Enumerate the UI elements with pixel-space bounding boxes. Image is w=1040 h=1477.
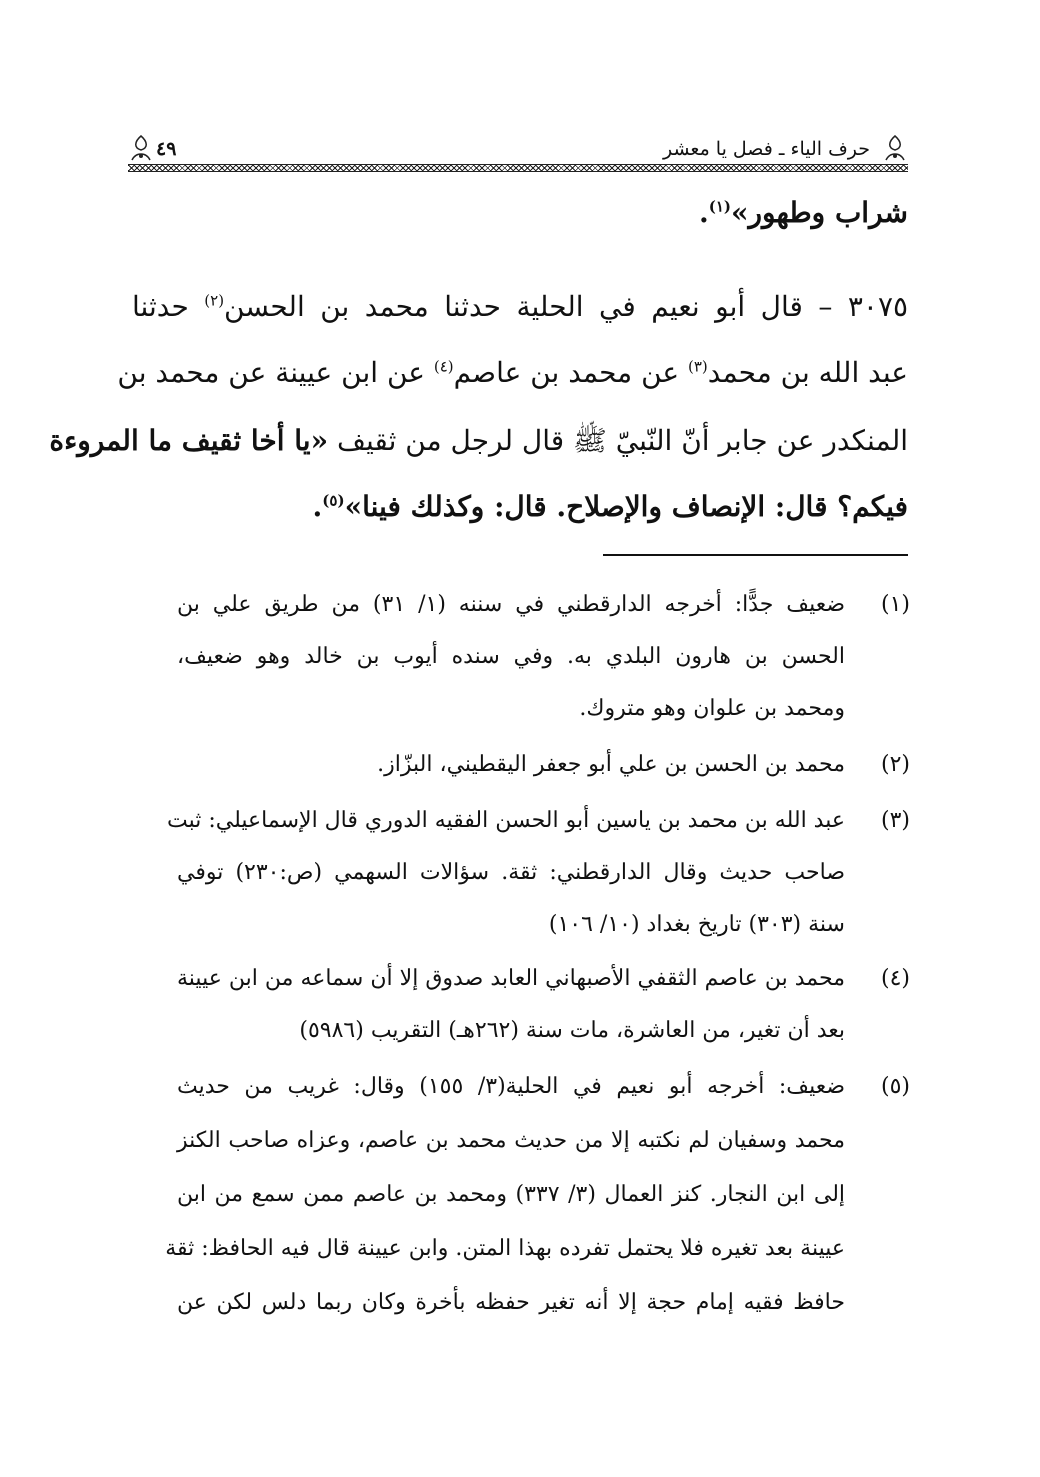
ornament-icon — [128, 134, 154, 164]
footnote-number: (٤) — [880, 966, 910, 991]
footnote-line: سنة (٣٠٣) تاريخ بغداد (١٠/ ١٠٦) — [548, 912, 845, 937]
text-line: ٣٠٧٥ – قال أبو نعيم في الحلية حدثنا محمد بن الحسن$^{(٢)}$ حدثنا — [132, 290, 909, 323]
footnote-line: بعد أن تغير، من العاشرة، مات سنة (٢٦٢هـ) التقريب (٥٩٨٦) — [299, 1018, 845, 1043]
footnote-ref: (٣) — [688, 357, 708, 376]
footnote-ref: (٢) — [204, 291, 225, 310]
footnote-number: (٣) — [880, 808, 910, 833]
footnote-ref: (٥) — [322, 491, 345, 510]
footnote-line: إلى ابن النجار. كنز العمال (٣/ ٣٣٧) ومحمد بن عاصم ممن سمع من ابن — [177, 1182, 846, 1207]
footnote-line: عيينة بعد تغيره فلا يحتمل تفرده بهذا المتن. وابن عيينة قال فيه الحافظ: ثقة — [165, 1236, 845, 1261]
footnote-number: (١) — [880, 592, 910, 617]
footnote-ref: (١) — [708, 197, 731, 216]
footnote-line: حافظ فقيه إمام حجة إلا أنه تغير حفظه بأخرة وكان ربما دلس لكن عن — [177, 1290, 845, 1315]
running-title: حرف الياء ـ فصل يا معشر — [662, 138, 870, 160]
text-line: عبد الله بن محمد$^{(٣)}$ عن محمد بن عاصم$^{(٤)}$ عن ابن عيينة عن محمد بن — [117, 356, 908, 389]
footnote-ref: (٤) — [433, 357, 454, 376]
footnote-line: ضعيف: أخرجه أبو نعيم في الحلية(٣/ ١٥٥) وقال: غريب من حديث — [177, 1074, 845, 1099]
ornament-icon — [882, 134, 908, 164]
text-line: شراب وطهور»$^{(١)}$. — [698, 196, 908, 229]
footnote-line: ضعيف جدًّا: أخرجه الدارقطني في سننه (١/ ٣١) من طريق علي بن — [177, 592, 845, 617]
text-line: المنكدر عن جابر أنّ النّبيّ ﷺ قال لرجل من ثقيف «يا أخا ثقيف ما المروءة — [49, 424, 908, 457]
text-line: فيكم؟ قال: الإنصاف والإصلاح. قال: وكذلك فينا»$^{(٥)}$. — [312, 490, 908, 523]
footnote-line: محمد وسفيان لم نكتبه إلا من حديث محمد بن عاصم، وعزاه صاحب الكنز — [177, 1128, 845, 1153]
footnote-line: صاحب حديث وقال الدارقطني: ثقة. سؤالات السهمي (ص:٢٣٠) توفي — [177, 860, 845, 885]
footnote-line: عبد الله بن محمد بن ياسين أبو الحسن الفقيه الدوري قال الإسماعيلي: ثبت — [167, 808, 845, 833]
footnote-line: الحسن بن هارون البلدي به. وفي سنده أيوب بن خالد وهو ضعيف، — [177, 644, 845, 669]
page-number: ٤٩ — [156, 138, 177, 160]
running-header — [128, 128, 908, 174]
footnote-line: ومحمد بن علوان وهو متروك. — [579, 696, 845, 721]
footnote-line: محمد بن الحسن بن علي أبو جعفر اليقطيني، البزّاز. — [377, 752, 845, 777]
footnote-separator — [603, 554, 908, 556]
footnote-number: (٢) — [880, 752, 910, 777]
header-rule — [128, 164, 908, 172]
footnote-number: (٥) — [880, 1074, 910, 1099]
footnote-line: محمد بن عاصم الثقفي الأصبهاني العابد صدوق إلا أن سماعه من ابن عيينة — [177, 966, 845, 991]
